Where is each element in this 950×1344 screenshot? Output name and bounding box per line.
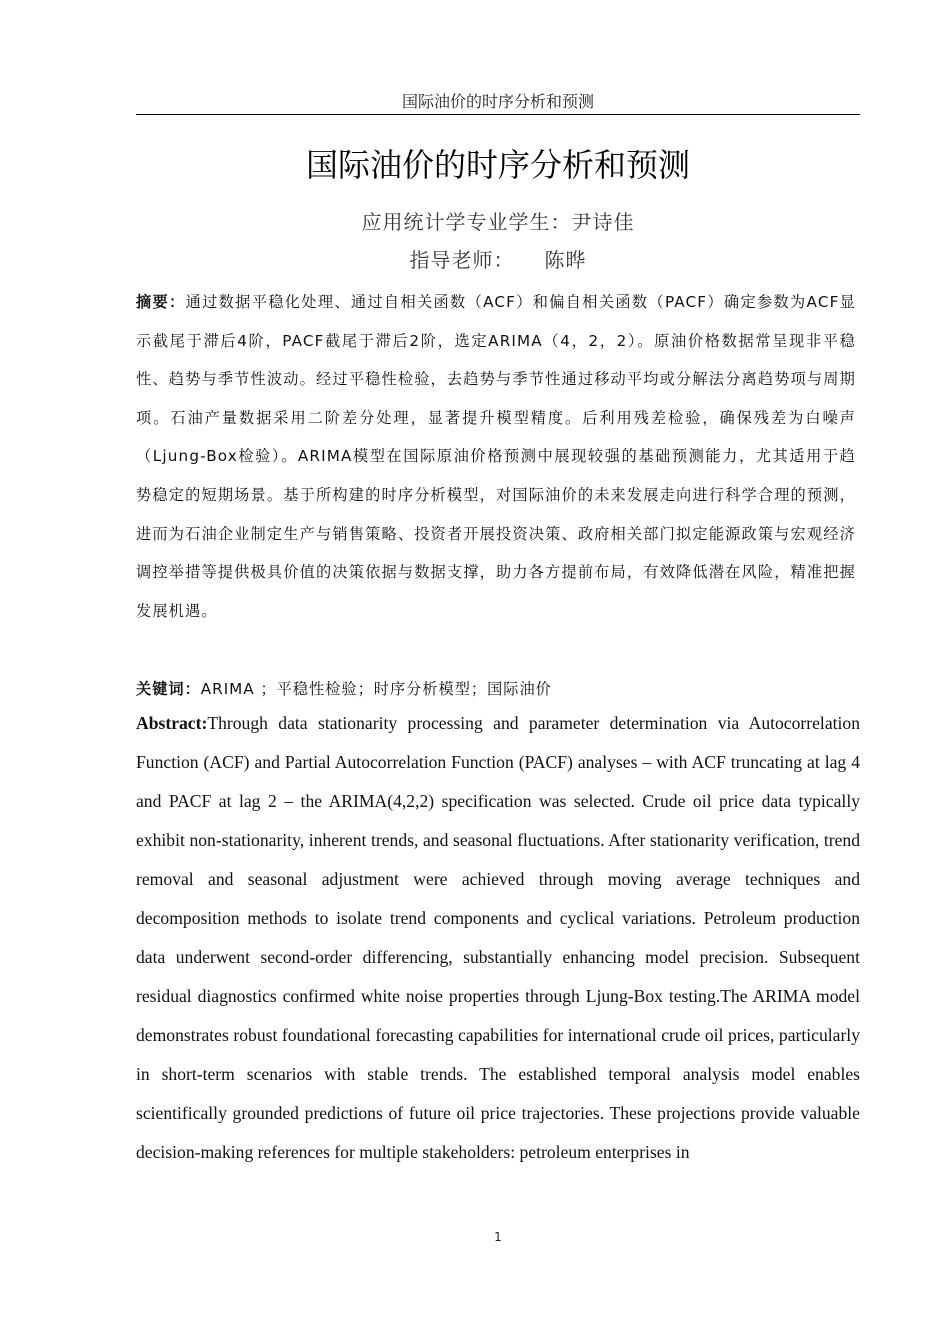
header-divider (136, 114, 860, 115)
chinese-abstract (136, 283, 856, 630)
page-number: 1 (494, 1230, 502, 1244)
english-abstract-label: Abstract: (136, 713, 208, 733)
chinese-abstract-label: 摘要： (136, 293, 186, 311)
english-abstract-text: Through data stationarity processing and parameter determination via Autocorrelation Function (ACF) and Partial Autocorrelation Function (PACF) analyses – with ACF truncating at lag 4 and PACF at lag 2 – the ARIMA(4,2,2) specification was selected. Crude oil price data typically exhibit non-stationarity, inherent trends, and seasonal fluctuations. After stationarity verification, trend removal and seasonal adjustment were achieved through moving average techniques and decomposition methods to isolate trend components and cyclical variations. Petroleum production data underwent second-order differencing, substantially enhancing model precision. Subsequent residual diagnostics confirmed white noise properties through Ljung-Box testing.The ARIMA model demonstrates robust foundational forecasting capabilities for international crude oil prices, particularly in short-term scenarios with stable trends. The established temporal analysis model enables scientifically grounded predictions of future oil price trajectories. These projections provide valuable decision-making references for multiple stakeholders: petroleum enterprises in (136, 713, 860, 1162)
chinese-abstract-text: 通过数据平稳化处理、通过自相关函数（ACF）和偏自相关函数（PACF）确定参数为ACF显示截尾于滞后4阶，PACF截尾于滞后2阶，选定ARIMA（4，2，2）。原油价格数据常呈现非平稳性、趋势与季节性波动。经过平稳性检验，去趋势与季节性通过移动平均或分解法分离趋势项与周期项。石油产量数据采用二阶差分处理，显著提升模型精度。后利用残差检验，确保残差为白噪声（Ljung-Box检验）。ARIMA模型在国际原油价格预测中展现较强的基础预测能力，尤其适用于趋势稳定的短期场景。基于所构建的时序分析模型，对国际油价的未来发展走向进行科学合理的预测，进而为石油企业制定生产与销售策略、投资者开展投资决策、政府相关部门拟定能源政策与宏观经济调控举措等提供极具价值的决策依据与数据支撑，助力各方提前布局，有效降低潜在风险，精准把握发展机遇。 (136, 293, 856, 620)
advisor-line (136, 244, 860, 276)
advisor-name: 陈晔 (544, 248, 587, 272)
keywords (136, 671, 860, 707)
english-abstract (136, 704, 860, 1172)
author-line: 应用统计学专业学生：尹诗佳 (361, 210, 635, 234)
advisor-label: 指导老师： (409, 248, 515, 272)
running-header: 国际油价的时序分析和预测 (401, 92, 594, 111)
keywords-text: ARIMA ；平稳性检验；时序分析模型；国际油价 (200, 680, 552, 698)
paper-title: 国际油价的时序分析和预测 (305, 146, 690, 184)
keywords-label: 关键词： (136, 680, 201, 698)
